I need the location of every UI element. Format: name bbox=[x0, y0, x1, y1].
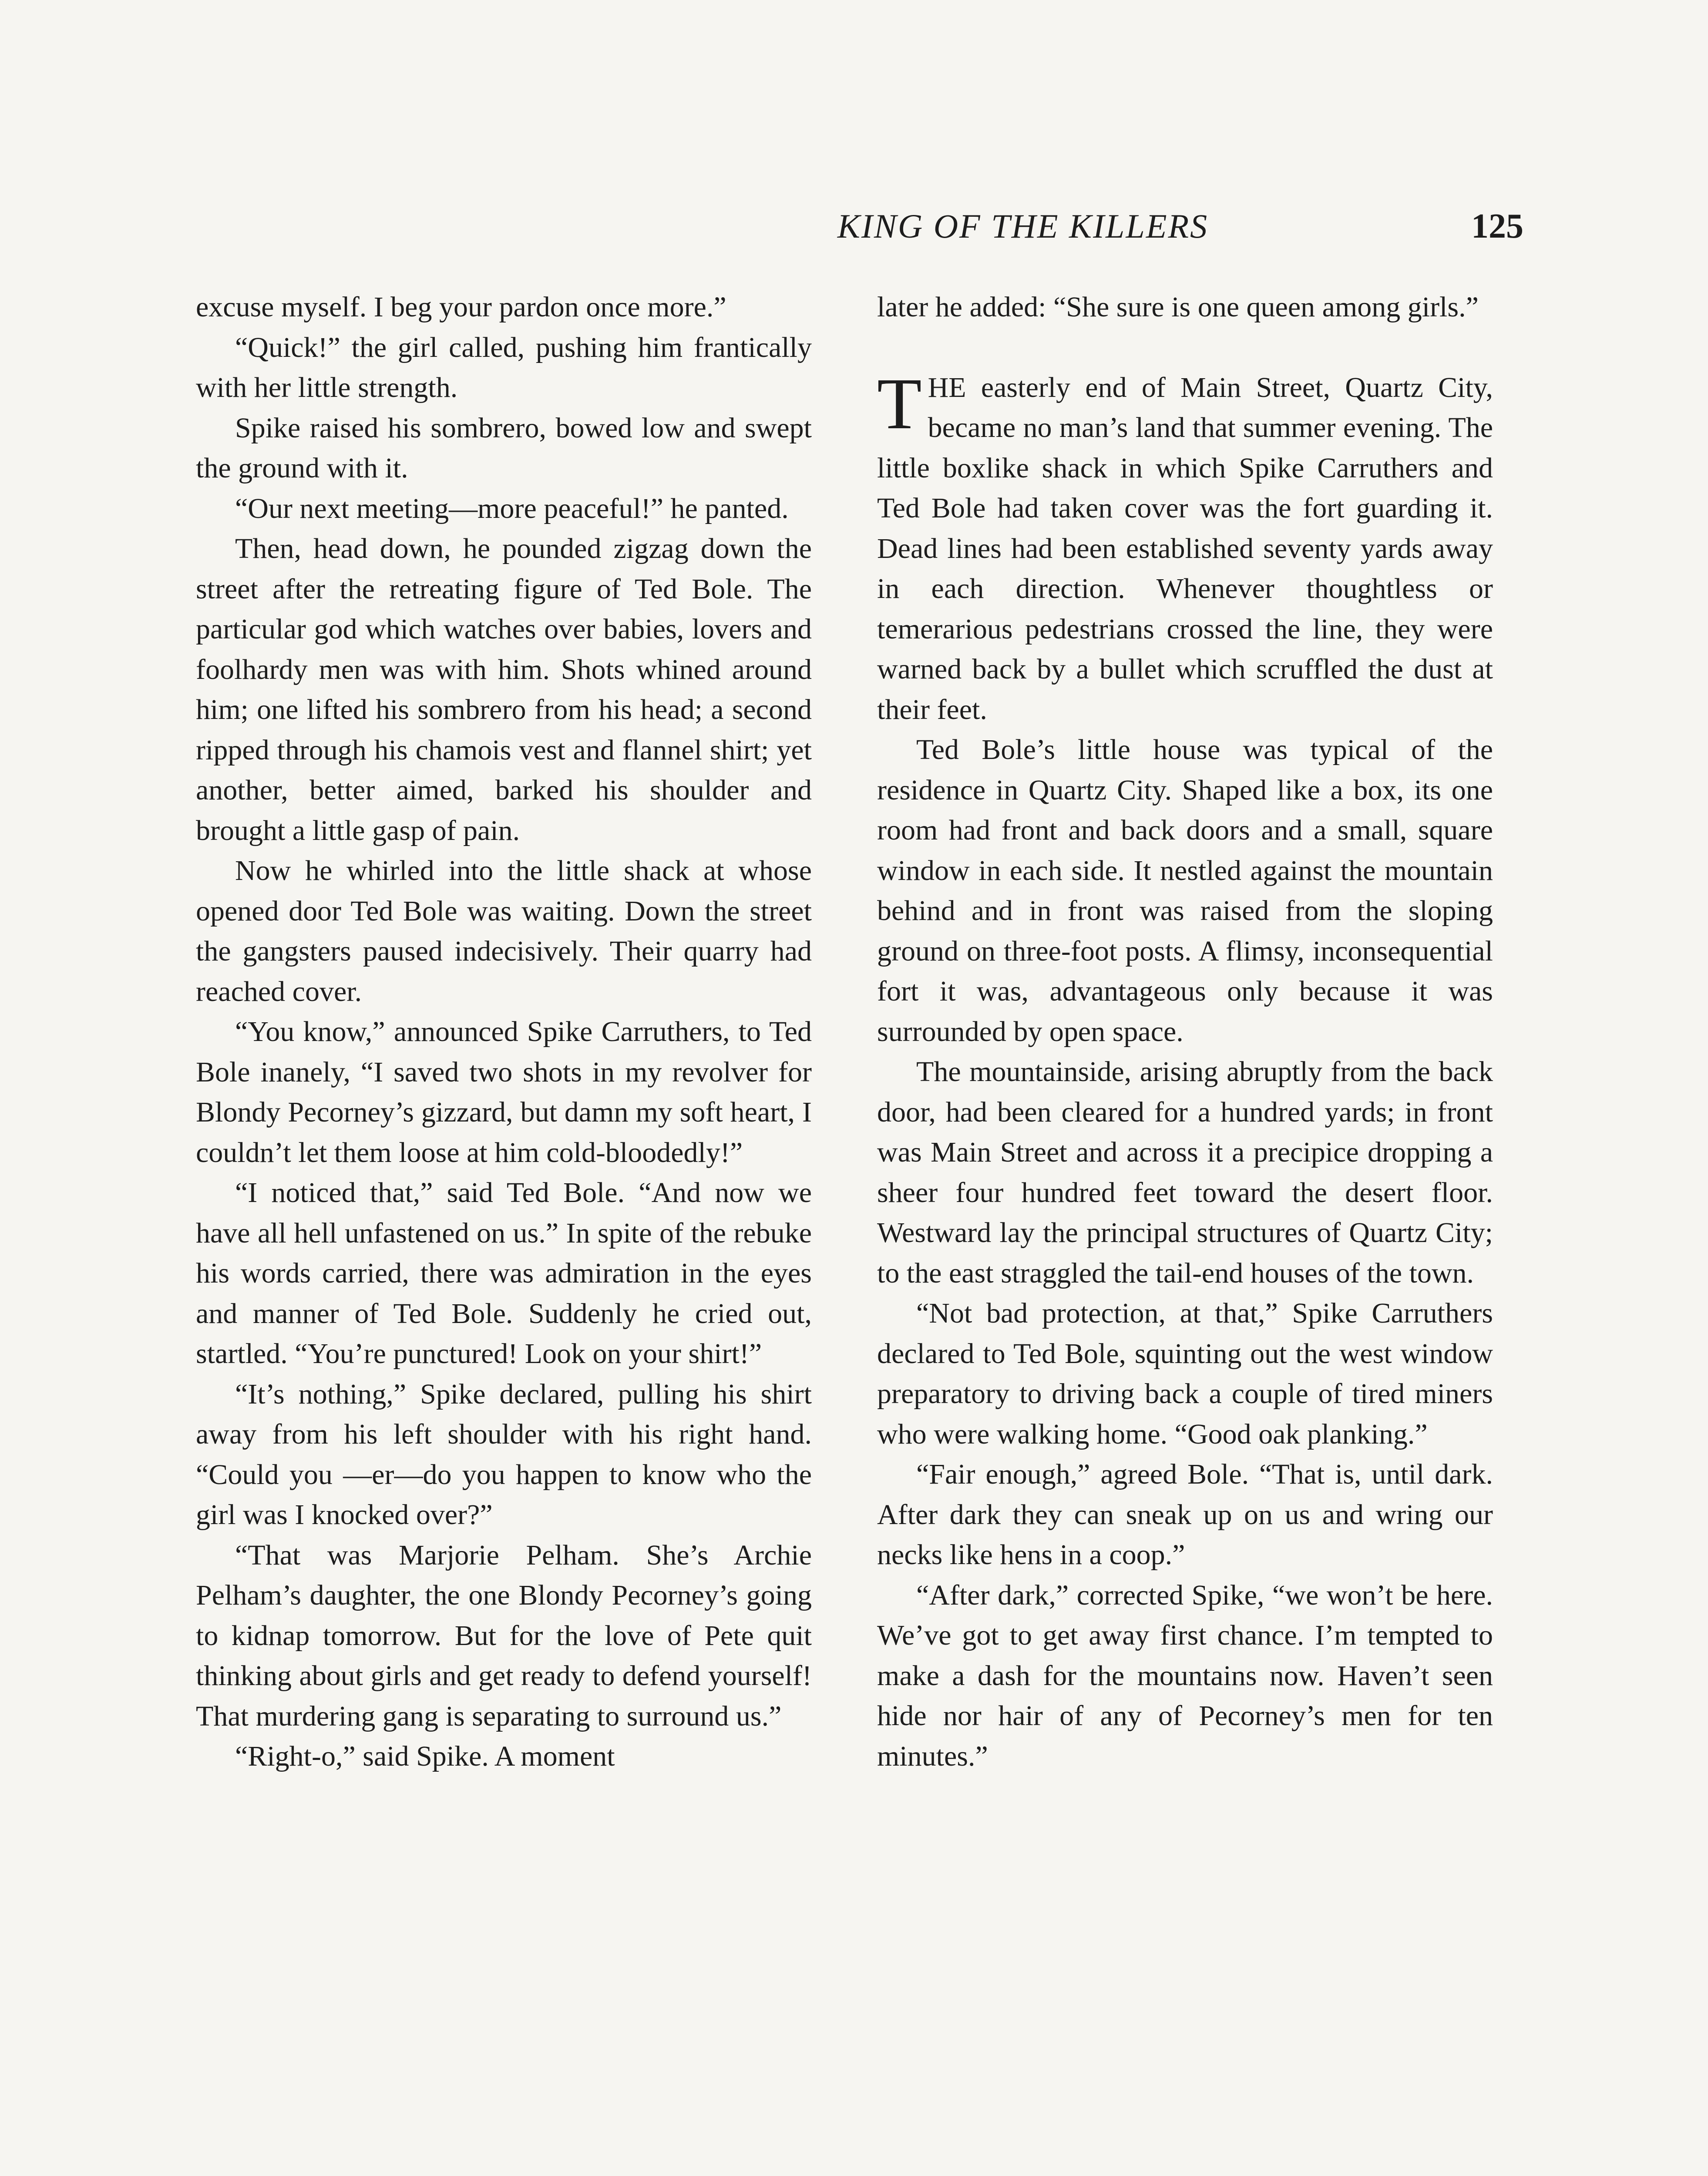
page-number: 125 bbox=[1471, 207, 1523, 245]
paragraph: “It’s nothing,” Spike declared, pulling his shirt away from his left shoulder with his right hand. “Could you —er—do you happen to know who the girl was I knocked over?” bbox=[196, 1378, 812, 1531]
section-start-paragraph bbox=[877, 363, 1493, 730]
left-column bbox=[196, 287, 812, 1777]
paragraph: “After dark,” corrected Spike, “we won’t be here. We’ve got to get away first chance. I’m tempted to make a dash for the mountains now. Haven’t seen hide nor hair of any of Pecorney’s men for ten minutes.” bbox=[877, 1579, 1493, 1772]
paragraph: “That was Marjorie Pelham. She’s Archie Pelham’s daughter, the one Blondy Pecorney’s going to kidnap tomorrow. But for the love of Pete quit thinking about girls and get ready to defend yourself! That murdering gang is separating to surround us.” bbox=[196, 1539, 812, 1732]
paragraph: “Fair enough,” agreed Bole. “That is, until dark. After dark they can sneak up on us and wring our necks like hens in a coop.” bbox=[877, 1458, 1493, 1571]
paragraph: Then, head down, he pounded zigzag down the street after the retreating figure of Ted Bole. The particular god which watches over babies, lovers and foolhardy men was with him. Shots whined around him; one lifted his sombrero from his head; a second ripped through his chamois vest and flannel shirt; yet another, better aimed, barked his shoulder and brought a little gasp of pain. bbox=[196, 533, 812, 846]
paragraph: later he added: “She sure is one queen among girls.” bbox=[877, 291, 1479, 323]
paragraph: “Not bad protection, at that,” Spike Carruthers declared to Ted Bole, squinting out the west window preparatory to driving back a couple of tired miners who were walking home. “Good oak planking.” bbox=[877, 1297, 1493, 1450]
paragraph: excuse myself. I beg your pardon once more.” bbox=[196, 291, 726, 323]
paragraph: The mountainside, arising abruptly from the back door, had been cleared for a hundred yards; in front was Main Street and across it a precipice dropping a sheer four hundred feet toward the desert floor. Westward lay the principal structures of Quartz City; to the east straggled the tail-end houses of the town. bbox=[877, 1056, 1493, 1289]
section-start-text: HE easterly end of Main Street, Quartz City, became no man’s land that summer evening. The little boxlike shack in which Spike Carruthers and Ted Bole had taken cover was the fort guarding it. Dead lines had been established seventy yards away in each direction. Whenever thoughtless or temerarious pedestrians crossed the line, they were warned back by a bullet which scruffled the dust at their feet. bbox=[877, 371, 1493, 725]
paragraph: “Our next meeting—more peaceful!” he panted. bbox=[235, 492, 789, 524]
drop-cap: T bbox=[877, 363, 922, 444]
paragraph: “You know,” announced Spike Carruthers, to Ted Bole inanely, “I saved two shots in my revolver for Blondy Pecorney’s gizzard, but damn my soft heart, I couldn’t let them loose at him cold-bloodedly!” bbox=[196, 1016, 812, 1169]
right-column bbox=[877, 287, 1493, 1776]
paragraph: Now he whirled into the little shack at whose opened door Ted Bole was waiting. Down the street the gangsters paused indecisively. Their quarry had reached cover. bbox=[196, 855, 812, 1007]
paragraph: Spike raised his sombrero, bowed low and swept the ground with it. bbox=[196, 412, 812, 484]
paragraph: Ted Bole’s little house was typical of the residence in Quartz City. Shaped like a box, its one room had front and back doors and a small, square window in each side. It nestled against the mountain behind and in front was raised from the sloping ground on three-foot posts. A flimsy, inconsequential fort it was, advantageous only because it was surrounded by open space. bbox=[877, 734, 1493, 1048]
paragraph: “Right-o,” said Spike. A moment bbox=[235, 1740, 615, 1772]
paragraph: “Quick!” the girl called, pushing him frantically with her little strength. bbox=[196, 331, 812, 403]
running-title: KING OF THE KILLERS bbox=[837, 207, 1209, 245]
paragraph: “I noticed that,” said Ted Bole. “And now we have all hell unfastened on us.” In spite of the rebuke his words carried, there was admiration in the eyes and manner of Ted Bole. Suddenly he cried out, startled. “You’re punctured! Look on your shirt!” bbox=[196, 1177, 812, 1370]
